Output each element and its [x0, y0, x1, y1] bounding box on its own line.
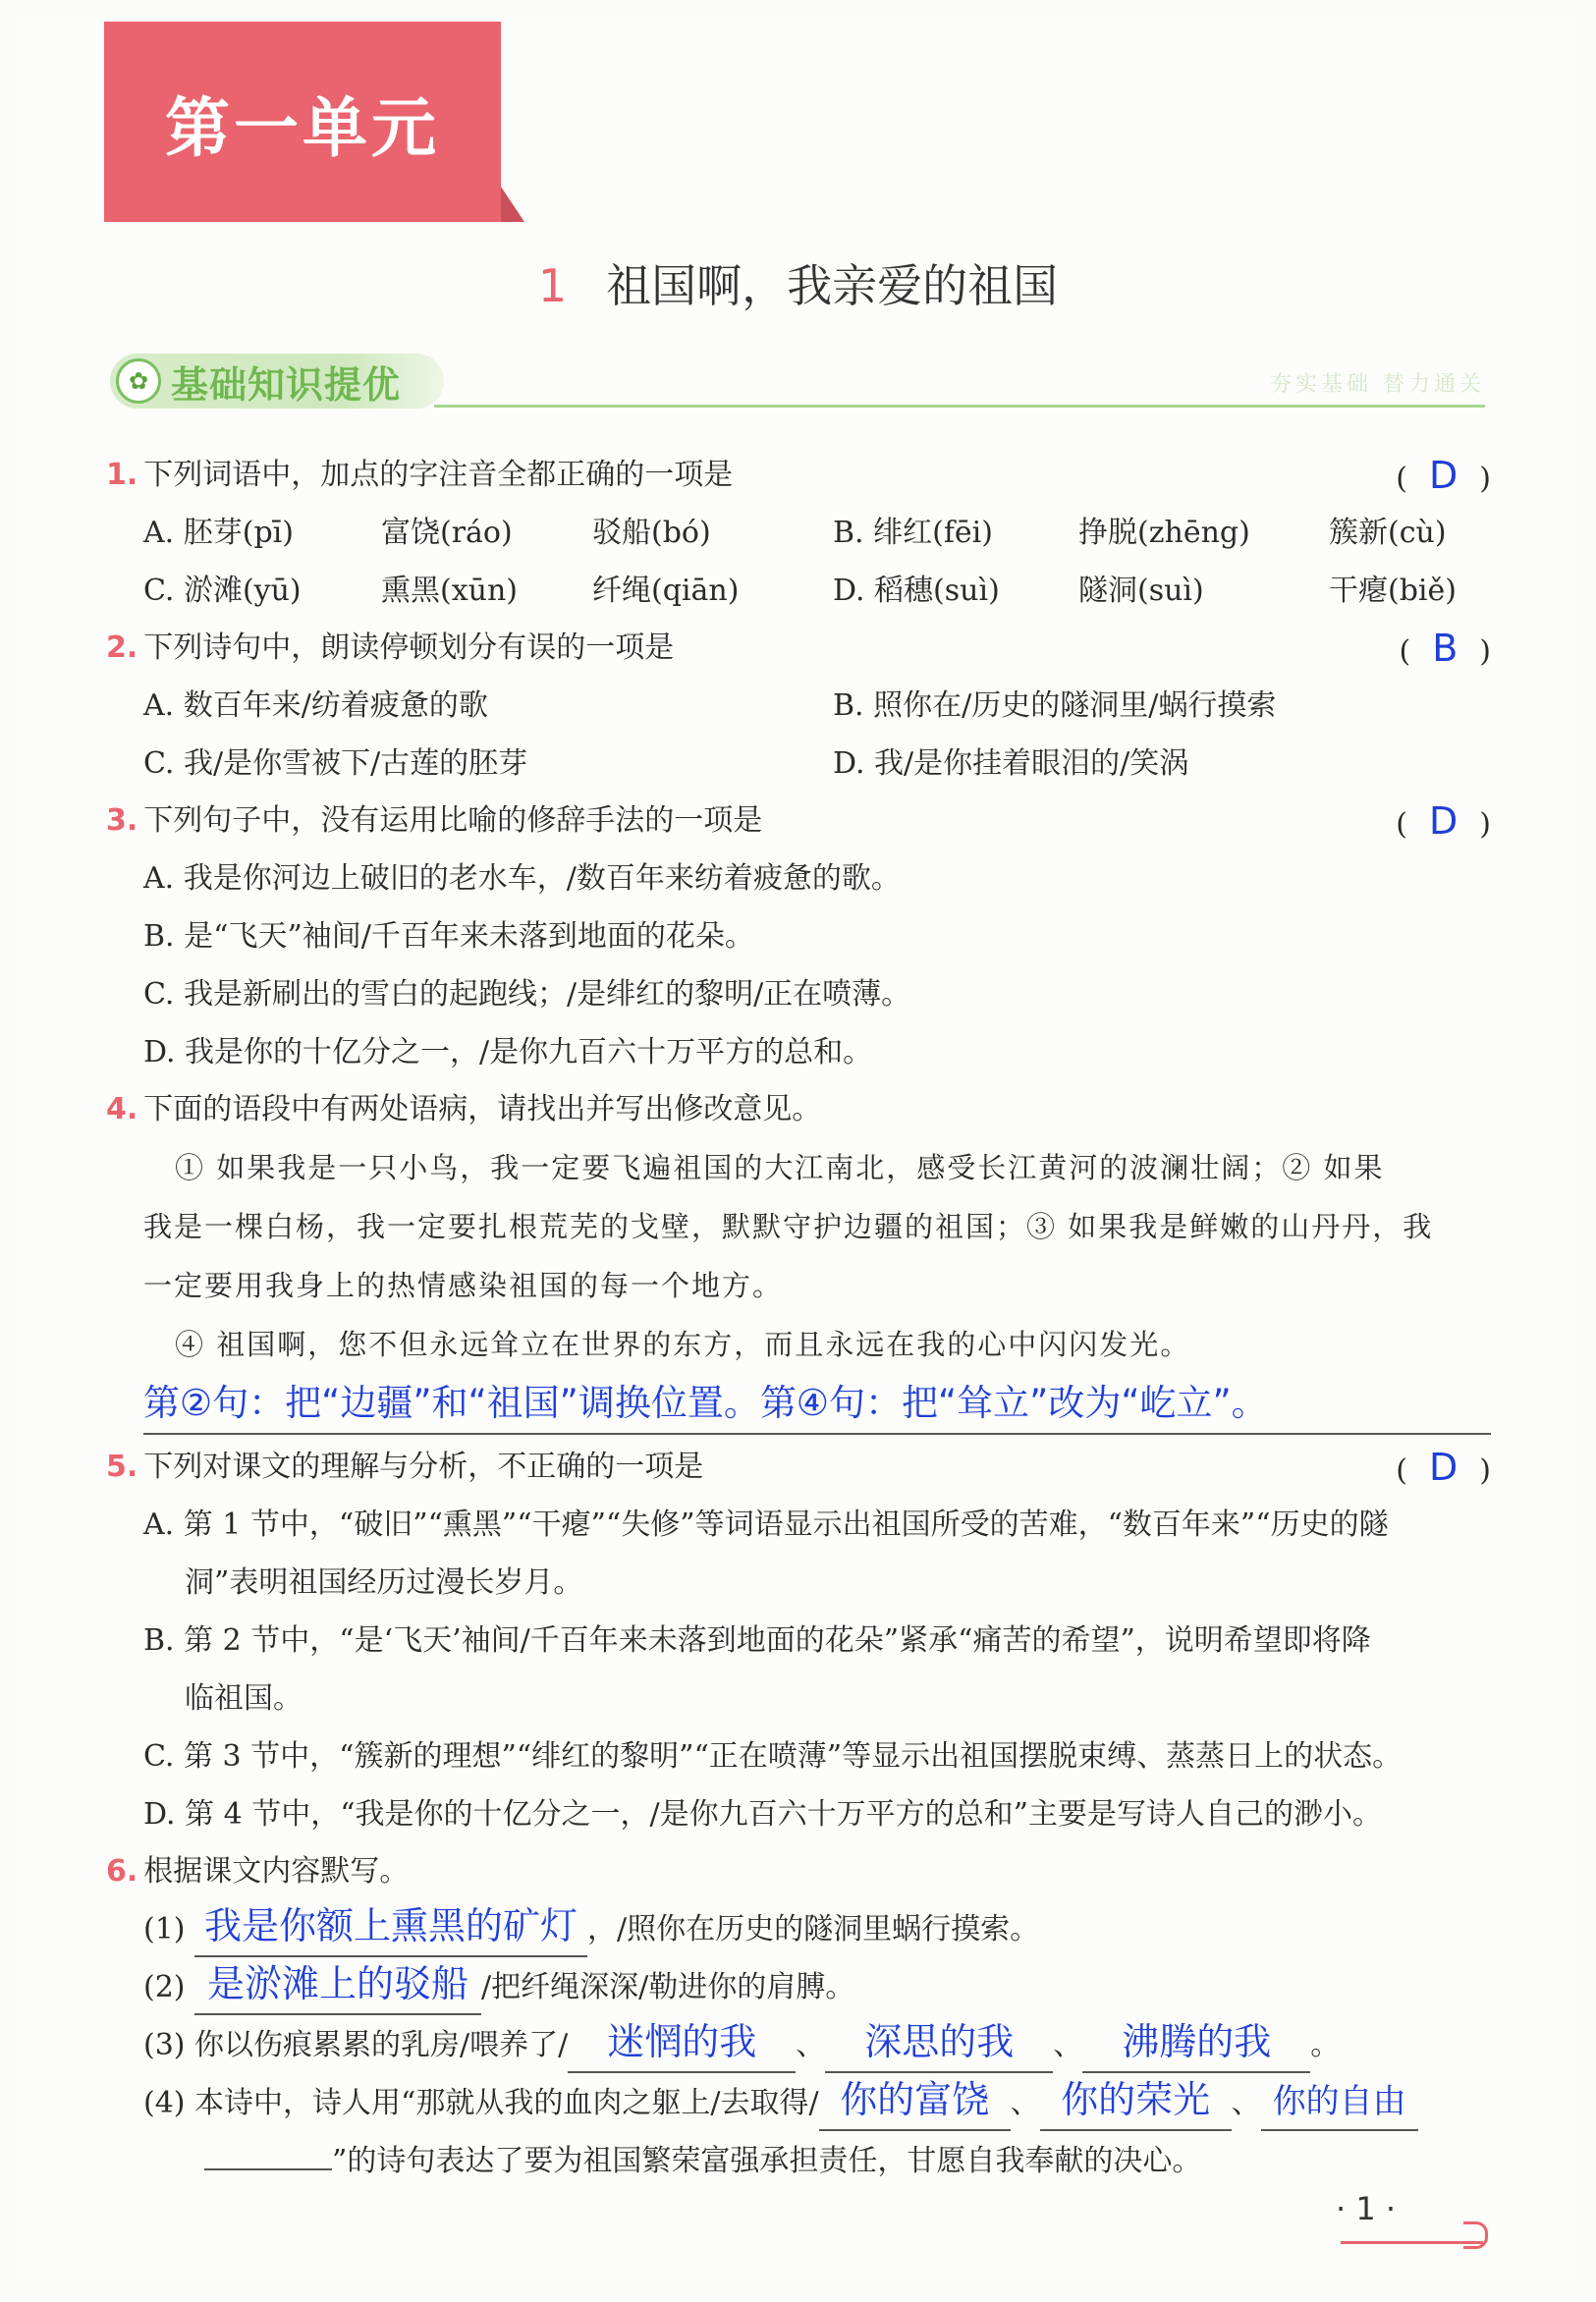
- question-number: 1.: [106, 458, 138, 492]
- option-d: D. 我是你的十亿分之一，/是你九百六十万平方的总和。: [143, 1035, 873, 1069]
- passage-line: ④ 祖国啊，您不但永远耸立在世界的东方，而且永远在我的心中闪闪发光。: [175, 1328, 1191, 1361]
- sub-number: (1): [143, 1912, 186, 1946]
- fill-blank[interactable]: [825, 2016, 1053, 2073]
- fill-item-1: [106, 1900, 1491, 1958]
- option-item: D. 稻穗(suì): [833, 574, 1000, 608]
- question-number: 6.: [106, 1854, 138, 1889]
- passage-line: ① 如果我是一只小鸟，我一定要飞遍祖国的大江南北，感受长江黄河的波澜壮阔；② 如果: [175, 1151, 1385, 1184]
- option-item: B. 绯红(fēi): [833, 516, 993, 550]
- question-2: [106, 620, 1491, 677]
- handwritten-answer: 你的富饶: [840, 2078, 990, 2121]
- fill-blank[interactable]: [1261, 2076, 1418, 2131]
- option-item: A. 胚芽(pī): [143, 516, 294, 550]
- option-item: 挣脱(zhēng): [1078, 516, 1250, 550]
- handwritten-answer: 迷惘的我: [607, 2020, 757, 2063]
- separator: 、: [1010, 2086, 1040, 2120]
- handwritten-answer: 我是你额上熏黑的矿灯: [204, 1904, 578, 1947]
- handwritten-answer: 你的自由: [1272, 2082, 1406, 2121]
- question-number: 4.: [106, 1092, 138, 1126]
- question-6: [106, 1843, 1491, 1900]
- question-number: 3.: [106, 803, 138, 838]
- footer-rule: [1341, 2241, 1483, 2244]
- option-c: C. 我是新刷出的雪白的起跑线；/是绯红的黎明/正在喷薄。: [143, 977, 911, 1012]
- handwritten-answer: 沸腾的我: [1122, 2020, 1272, 2063]
- fill-blank[interactable]: [204, 2168, 332, 2170]
- passage-line: 我是一棵白杨，我一定要扎根荒芜的戈壁，默默守护边疆的祖国；③ 如果我是鲜嫩的山丹丹，我: [143, 1210, 1434, 1243]
- option-item: 簇新(cù): [1329, 516, 1447, 550]
- option-b: B. 照你在/历史的隧洞里/蜗行摸索: [833, 688, 1277, 723]
- sub-number: (4): [143, 2086, 186, 2120]
- option-b: B. 是“飞天”袖间/千百年来未落到地面的花朵。: [143, 919, 754, 954]
- sub-number: (3): [143, 2028, 186, 2062]
- option-item: 纤绳(qiān): [592, 574, 740, 608]
- option-item: 熏黑(xūn): [381, 574, 518, 608]
- answer-box: ( D ): [1396, 1446, 1491, 1489]
- question-text: 下列对课文的理解与分析，不正确的一项是: [143, 1450, 704, 1484]
- option-c: C. 我/是你雪被下/古莲的胚芽: [143, 746, 528, 781]
- fill-item-4-continued: [106, 2132, 1491, 2190]
- option-line: A. 第 1 节中，“破旧”“熏黑”“干瘪”“失修”等词语显示出祖国所受的苦难，“数百年来”“历史的隧: [143, 1507, 1389, 1542]
- fill-item-3: [106, 2016, 1491, 2074]
- options-row: [106, 504, 1491, 562]
- question-1: [106, 447, 1491, 504]
- handwritten-answer: 第②句：把“边疆”和“祖国”调换位置。第④句：把“耸立”改为“屹立”。: [143, 1382, 1268, 1424]
- option-item: 富饶(ráo): [381, 516, 513, 550]
- section-underline: [434, 405, 1485, 408]
- fill-text: 本诗中，诗人用“那就从我的血肉之躯上/去取得/: [194, 2086, 819, 2120]
- answer-box: ( D ): [1396, 454, 1491, 497]
- answer-letter: D: [1429, 454, 1458, 497]
- option-d: D. 第 4 节中，“我是你的十亿分之一，/是你九百六十万平方的总和”主要是写诗人自己的渺小。: [143, 1797, 1382, 1832]
- section-pill: [110, 354, 444, 409]
- section-label: 基础知识提优: [171, 362, 402, 407]
- option-a: A. 我是你河边上破旧的老水车，/数百年来纺着疲惫的歌。: [143, 861, 901, 896]
- section-header: [110, 354, 1485, 411]
- lesson-number: 1: [537, 259, 568, 312]
- answer-letter: D: [1429, 1446, 1458, 1489]
- passage: [106, 1138, 1491, 1374]
- option-line: 临祖国。: [185, 1681, 303, 1716]
- fill-blank[interactable]: [1082, 2016, 1310, 2073]
- handwritten-answer: 是淤滩上的驳船: [207, 1962, 469, 2005]
- lesson-title: [0, 250, 1596, 315]
- footer-hook-icon: [1463, 2221, 1488, 2249]
- answer-box: ( B ): [1399, 627, 1491, 670]
- fill-text: /把纤绳深深/勒进你的肩膊。: [481, 1970, 855, 2004]
- question-4: [106, 1081, 1491, 1138]
- fill-item-4: [106, 2074, 1491, 2132]
- separator: 、: [1053, 2028, 1083, 2062]
- answer-letter: D: [1429, 799, 1458, 843]
- fill-blank[interactable]: [568, 2016, 796, 2073]
- option-item: C. 淤滩(yū): [143, 574, 302, 608]
- option-a: [106, 1496, 1491, 1612]
- option-line: B. 第 2 节中，“是‘飞天’袖间/千百年来未落到地面的花朵”紧承“痛苦的希望”，说明希望即将降: [143, 1623, 1371, 1658]
- fill-text: ”的诗句表达了要为祖国繁荣富强承担责任，甘愿自我奉献的决心。: [332, 2144, 1202, 2178]
- lesson-name: 祖国啊，我亲爱的祖国: [606, 259, 1059, 312]
- answer-letter: B: [1432, 627, 1458, 670]
- unit-banner: [104, 22, 501, 222]
- fill-blank[interactable]: [1040, 2074, 1232, 2131]
- option-item: 驳船(bó): [592, 516, 711, 550]
- fill-text: 。: [1310, 2028, 1341, 2062]
- option-d: D. 我/是你挂着眼泪的/笑涡: [833, 746, 1189, 781]
- unit-title: 第一单元: [165, 89, 440, 166]
- options-row: [106, 562, 1491, 620]
- page-number: · 1 ·: [1336, 2190, 1397, 2227]
- unit-banner-fold: [501, 187, 524, 222]
- option-item: 隧洞(suì): [1078, 574, 1204, 608]
- section-slogan: 夯实基础 替力通关: [1270, 372, 1485, 397]
- option-c: C. 第 3 节中，“簇新的理想”“绯红的黎明”“正在喷薄”等显示出祖国摆脱束缚、蒸蒸日上的状态。: [143, 1739, 1403, 1774]
- fill-text: 你以伤痕累累的乳房/喂养了/: [194, 2028, 569, 2062]
- handwritten-answer: 深思的我: [864, 2020, 1015, 2063]
- option-line: 洞”表明祖国经历过漫长岁月。: [185, 1565, 583, 1600]
- question-3: [106, 793, 1491, 850]
- fill-text: ，/照你在历史的隧洞里蜗行摸索。: [587, 1912, 1040, 1946]
- answer-line[interactable]: [143, 1374, 1491, 1435]
- answer-box: ( D ): [1396, 799, 1491, 843]
- option-item: 干瘪(biě): [1329, 574, 1457, 608]
- handwritten-answer: 你的荣光: [1061, 2078, 1211, 2121]
- option-a: A. 数百年来/纺着疲惫的歌: [143, 688, 488, 723]
- question-text: 下列词语中，加点的字注音全都正确的一项是: [143, 458, 734, 492]
- question-text: 下面的语段中有两处语病，请找出并写出修改意见。: [143, 1092, 822, 1126]
- question-text: 下列诗句中，朗读停顿划分有误的一项是: [143, 630, 675, 665]
- options-row: [106, 735, 1491, 793]
- fill-blank[interactable]: [194, 1958, 481, 2015]
- fill-item-2: [106, 1958, 1491, 2016]
- question-number: 2.: [106, 630, 138, 665]
- sprout-icon: ✿: [116, 358, 161, 404]
- fill-blank[interactable]: [194, 1900, 587, 1957]
- options-row: [106, 677, 1491, 735]
- question-text: 下列句子中，没有运用比喻的修辞手法的一项是: [143, 803, 763, 838]
- sub-number: (2): [143, 1970, 186, 2004]
- option-b: [106, 1612, 1491, 1727]
- question-5: [106, 1439, 1491, 1496]
- passage-line: 一定要用我身上的热情感染祖国的每一个地方。: [143, 1269, 784, 1302]
- exercise-content: [106, 447, 1491, 2190]
- question-number: 5.: [106, 1450, 138, 1484]
- separator: 、: [796, 2028, 826, 2062]
- question-text: 根据课文内容默写。: [143, 1854, 410, 1889]
- separator: 、: [1231, 2086, 1261, 2120]
- fill-blank[interactable]: [819, 2074, 1011, 2131]
